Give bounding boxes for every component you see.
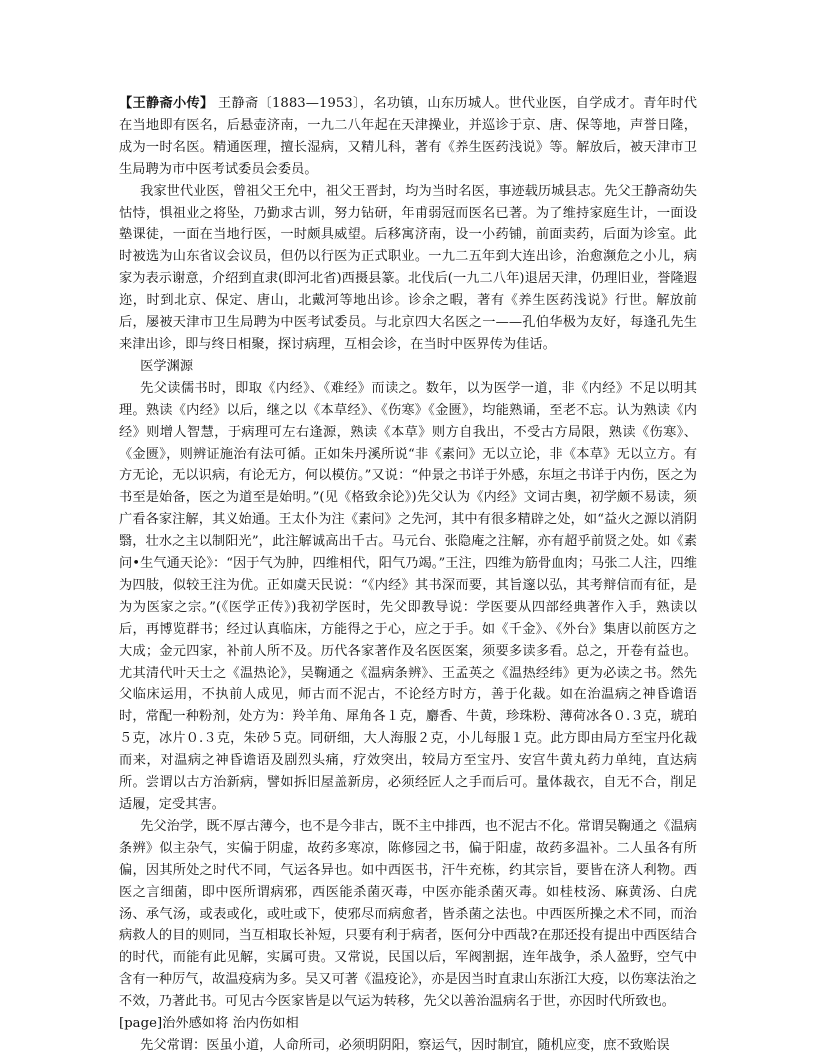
bio-label: 【王静斋小传】: [119, 96, 214, 111]
body-paragraph: 先父常谓：医虽小道，人命所司，必须明阴阳，察运气，因时制宜，随机应变，庶不致贻误: [140, 1037, 670, 1053]
body-paragraph: 我家世代业医，曾祖父王允中，祖父王晋封，均为当时名医，事迹载历城县志。先父王静斋幼失怙恃，惧祖业之将坠，乃勤求古训，努力钻研，年甫弱冠而医名已著。为了维持家庭生计，一面设塾课徒，一面在当地行医，一时颇具威望。后移寓济南，设一小药铺，前面卖药，后面为诊室。此时被选为山东省议会议员，但仍以行医为正式职业。一九二五年到大连出诊，治愈濒危之小儿，病家为表示谢意，介绍到直隶(即河北省)西摄县篆。北伐后(一九二八年)退居天津，仍理旧业，誉隆遐迩，时到北京、保定、唐山，北戴河等地出诊。诊余之暇，著有《养生医药浅说》行世。解放前后，屡被天津市卫生局聘为中医考试委员。与北京四大名医之一——孔伯华极为友好，每逢孔先生来津出诊，即与终日相聚，探讨病理，互相会诊，在当时中医界传为佳话。: [119, 183, 697, 352]
bio-paragraph: [119, 93, 697, 181]
section-heading-origins: 医学渊源: [140, 358, 194, 374]
body-paragraph: 先父治学，既不厚古薄今，也不是今非古，既不主中排西，也不泥古不化。常谓吴鞠通之《温病条辨》似主杂气，实偏于阴虚，故药多寒凉，陈修园之书，偏于阳虚，故药多温补。二人虽各有所偏，因其所处之时代不同，气运各异也。如中西医书，汗牛充栋，约其宗旨，要皆在济人利物。西医之言细菌，即中医所谓病邪，西医能杀菌灭毒，中医亦能杀菌灭毒。如桂枝汤、麻黄汤、白虎汤、承气汤，或表或化，或吐或下，使邪尽而病愈者，皆杀菌之法也。中西医所操之术不同，而治病救人的目的则同，当互相取长补短，只要有利于病者，医何分中西哉?在那还投有提出中西医结合的时代，而能有此见解，实属可贵。又常说，民国以后，军阀割据，连年战争，杀人盈野，空气中含有一种厉气，故温疫病为多。吴又可著《温疫论》，亦是因当时直隶山东浙江大疫，以伤寒法治之不效，乃著此书。可见古今医家皆是以气运为转移，先父以善治温病名于世，亦因时代所致也。: [119, 818, 697, 1010]
document-page: [119, 93, 697, 1057]
section-heading-treatment: [page]治外感如将 治内伤如相: [119, 1016, 299, 1032]
bio-text: 王静斋〔1883—1953〕，名功镇，山东历城人。世代业医，自学成才。青年时代在当地即有医名，后悬壶济南，一九二八年起在天津操业，并巡诊于京、唐、保等地，声誉日隆，成为一时名医。精通医理，擅长湿病，又精儿科，著有《养生医药浅说》等。解放后，被天津市卫生局聘为市中医考试委员会委员。: [119, 96, 697, 177]
body-paragraph: 先父读儒书时，即取《内经》、《难经》而读之。数年，以为医学一道，非《内经》不足以明其理。熟读《内经》以后，继之以《本草经》、《伤寒》《金匮》，均能熟诵，至老不忘。认为熟读《内经》则增人智慧，于病理可左右逢源，熟读《本草》则方自我出，不受古方局限，熟读《伤寒》、《金匮》，则辨证施治有法可循。正如朱丹溪所说“非《素问》无以立论，非《本草》无以立方。有方无论，无以识病，有论无方，何以模仿。”又说：“仲景之书详于外感，东垣之书详于内伤，医之为书至是始备，医之为道至是始明。”(见《格致余论》)先父认为《内经》文词古奥，初学颇不易读，须广看各家注解，其义始通。王太仆为注《素问》之先河，其中有很多精辟之处，如“益火之源以消阴翳，壮水之主以制阳光”，此注解诚高出千古。马元台、张隐庵之注解，亦有超乎前贤之处。如《素问•生气通天论》：“因于气为肿，四维相代，阳气乃竭。”王注，四维为筋骨血肉；马张二人注，四维为四肢，似较王注为优。正如虞天民说：“《内经》其书深而要，其旨邃以弘，其考辩信而有征，是为为医家之宗。”(《医学正传》)我初学医时，先父即教导说：学医要从四部经典著作入手，熟读以后，再博览群书；经过认真临床，方能得之于心，应之于手。如《千金》、《外台》集唐以前医方之大成；金元四家，补前人所不及。历代各家著作及名医医案，须要多读多看。总之，开卷有益也。尤其清代叶天士之《温热论》，吴鞠通之《温病条辨》、王孟英之《温热经纬》更为必读之书。然先父临床运用，不执前人成见，师古而不泥古，不论经方时方，善于化裁。如在治温病之神昏谵语时，常配一种粉剂，处方为：羚羊角、犀角各１克，麝香、牛黄，珍珠粉、薄荷冰各０.３克，琥珀５克，冰片０.３克，朱砂５克。同研细，大人海服２克，小儿每服１克。此方即由局方至宝丹化裁而来，对温病之神昏谵语及剧烈头痛，疗效突出，较局方至宝丹、安宫牛黄丸药力单纯，直达病所。尝谓以古方治新病，譬如拆旧屋盖新房，必须经匠人之手而后可。量体裁衣，自无不合，削足适履，定受其害。: [119, 380, 697, 812]
